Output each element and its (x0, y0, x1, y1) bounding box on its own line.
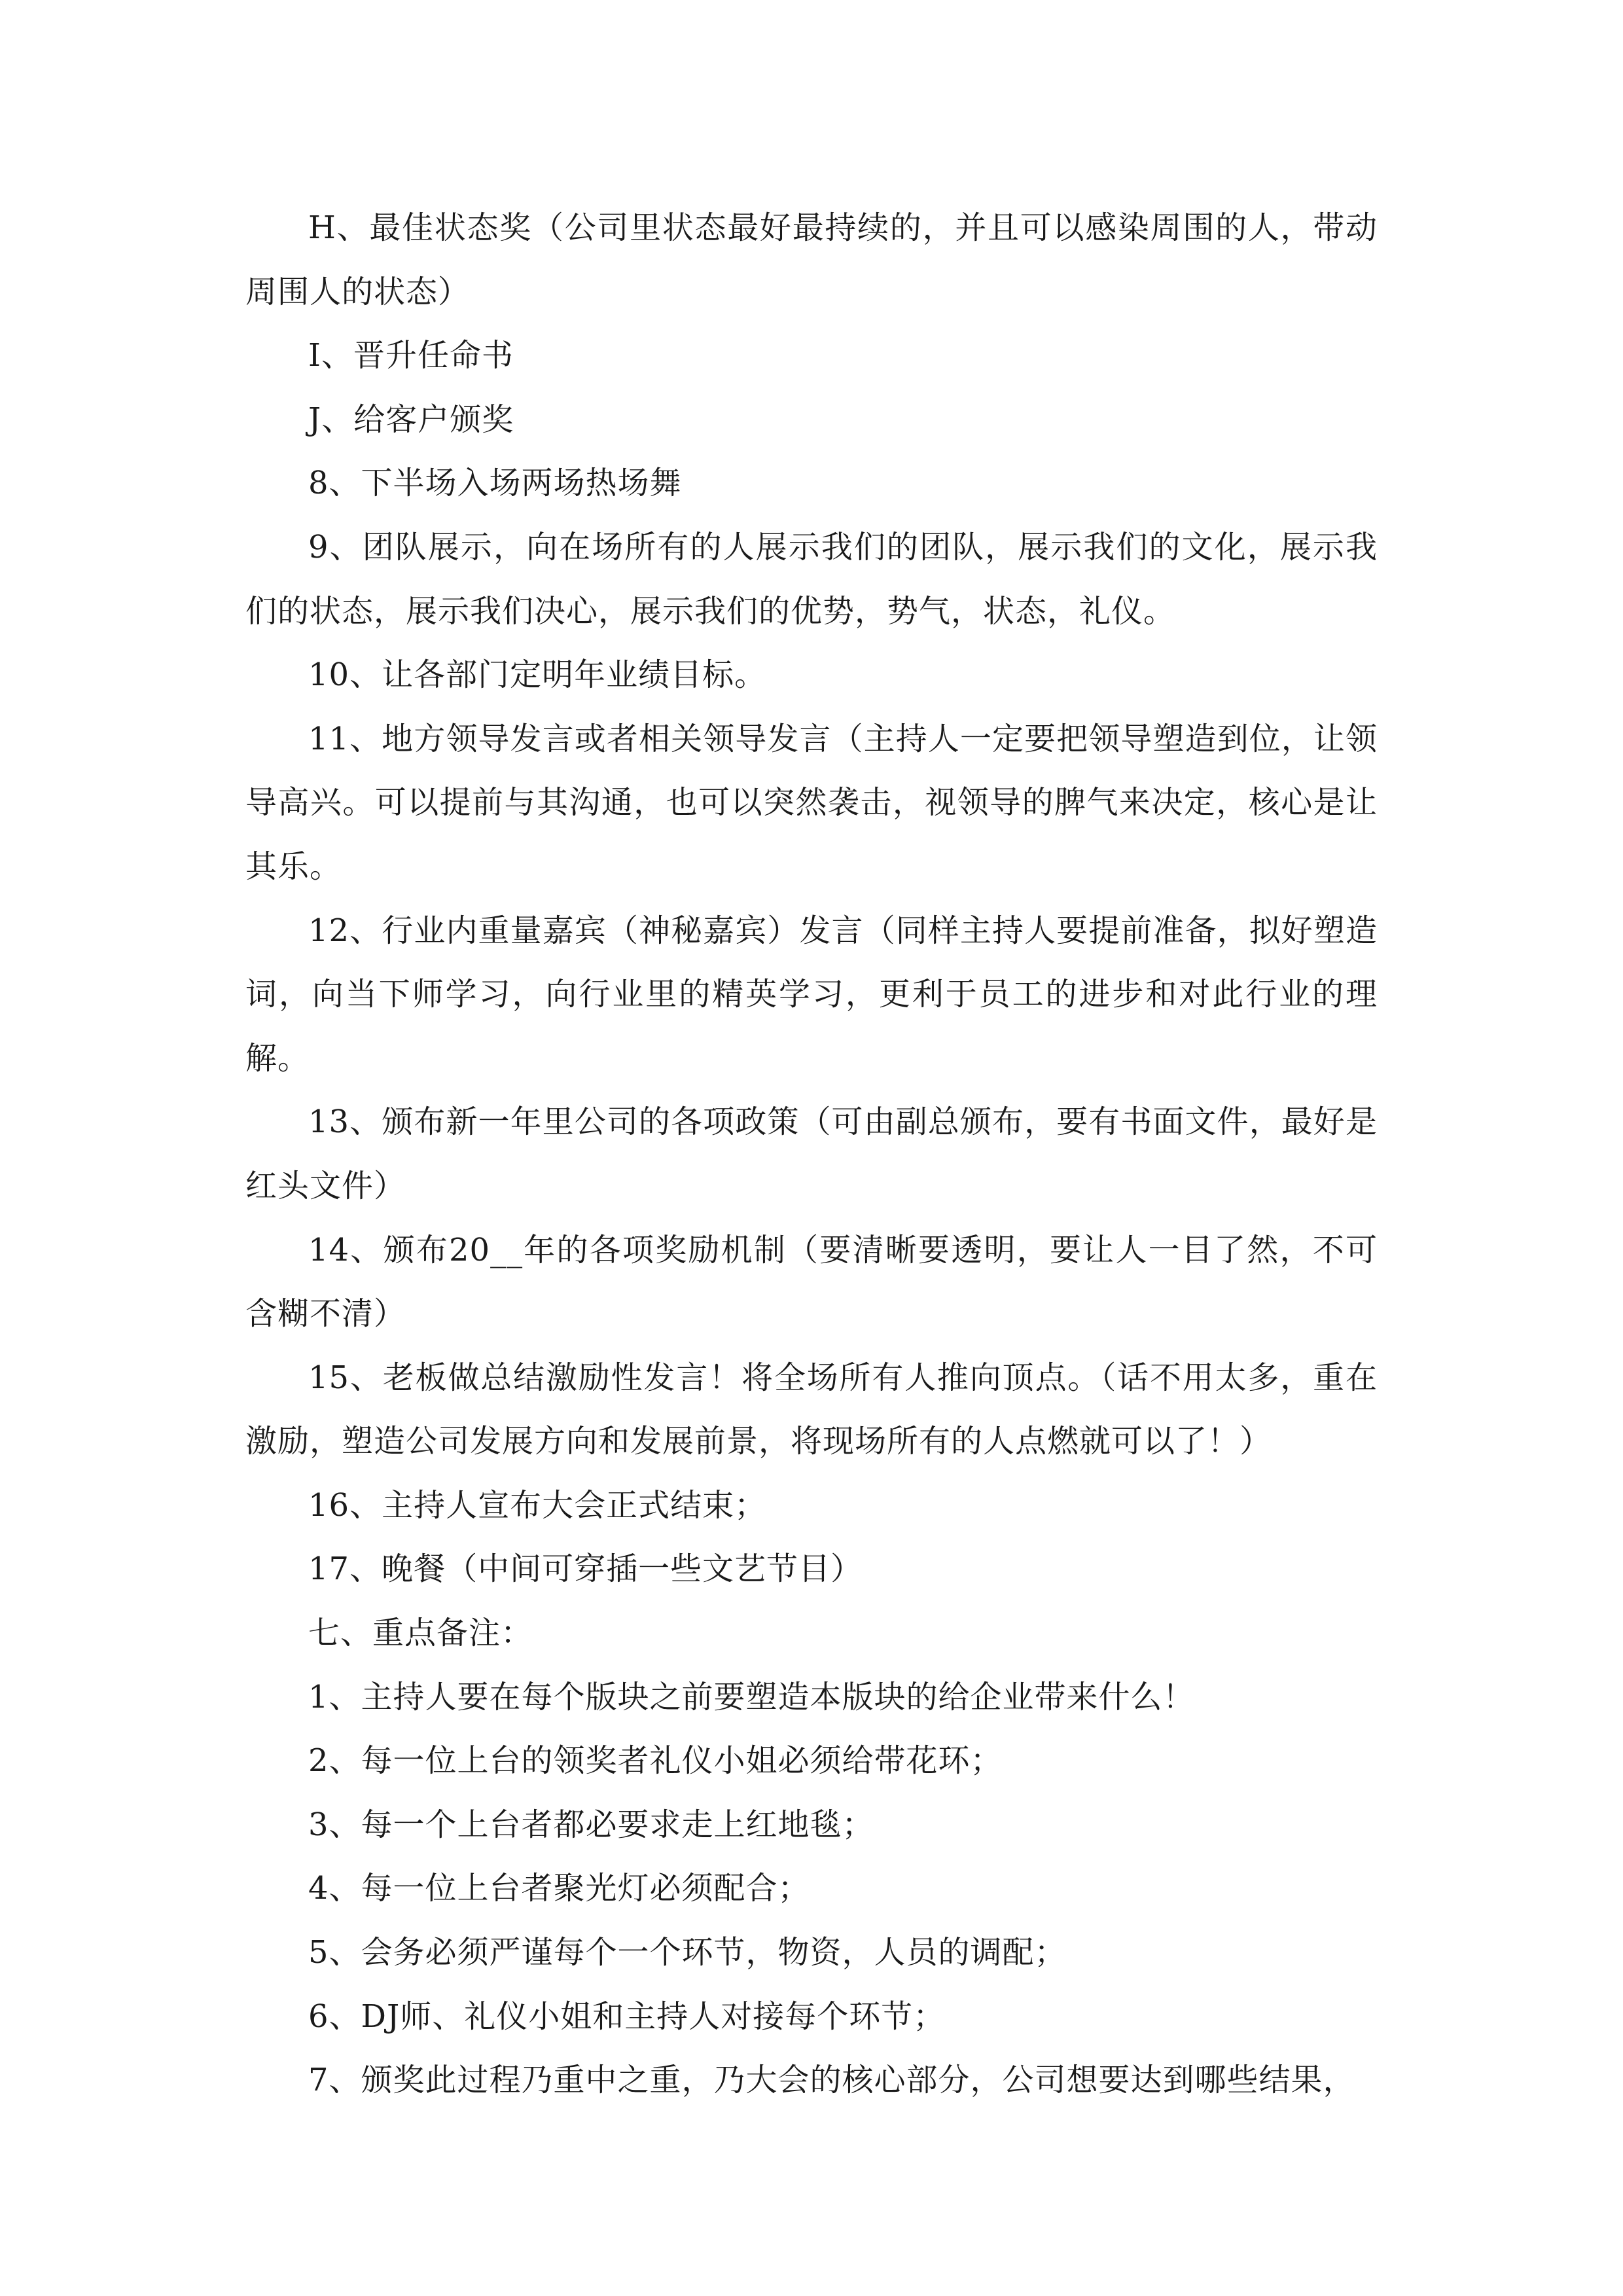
paragraph-promotion-letter: I、晋升任命书 (308, 337, 514, 374)
paragraph-item-14: 14、颁布20__年的各项奖励机制（要清晰要透明，要让人一目了然，不可含糊不清） (245, 1231, 1378, 1333)
note-item-1: 1、主持人要在每个版块之前要塑造本版块的给企业带来什么！ (308, 1678, 1195, 1715)
paragraph-item-12: 12、行业内重量嘉宾（神秘嘉宾）发言（同样主持人要提前准备，拟好塑造词，向当下师学习，向行业里的精英学习，更利于员工的进步和对此行业的理解。 (245, 912, 1378, 1077)
paragraph-item-10: 10、让各部门定明年业绩目标。 (308, 656, 767, 694)
paragraph-item-16: 16、主持人宣布大会正式结束； (308, 1486, 767, 1524)
paragraph-item-17: 17、晚餐（中间可穿插一些文艺节目） (308, 1551, 863, 1588)
document-body (245, 196, 1378, 2113)
paragraph-item-9: 9、团队展示，向在场所有的人展示我们的团队，展示我们的文化，展示我们的状态，展示我们决心，展示我们的优势，势气，状态，礼仪。 (245, 528, 1378, 630)
section-heading-key-notes: 七、重点备注： (308, 1615, 533, 1652)
note-item-7: 7、颁奖此过程乃重中之重，乃大会的核心部分，公司想要达到哪些结果， (308, 2062, 1355, 2099)
note-item-2: 2、每一位上台的领奖者礼仪小姐必须给带花环； (308, 1742, 1003, 1780)
paragraph-item-8: 8、下半场入场两场热场舞 (308, 465, 682, 502)
paragraph-client-award: J、给客户颁奖 (308, 401, 514, 438)
paragraph-item-11: 11、地方领导发言或者相关领导发言（主持人一定要把领导塑造到位，让领导高兴。可以提前与其沟通，也可以突然袭击，视领导的脾气来决定，核心是让其乐。 (245, 720, 1378, 885)
note-item-5: 5、会务必须严谨每个一个环节，物资，人员的调配； (308, 1934, 1067, 1971)
paragraph-item-13: 13、颁布新一年里公司的各项政策（可由副总颁布，要有书面文件，最好是红头文件） (245, 1103, 1378, 1204)
note-item-3: 3、每一个上台者都必要求走上红地毯； (308, 1806, 874, 1843)
paragraph-award-best-state: H、最佳状态奖（公司里状态最好最持续的，并且可以感染周围的人，带动周围人的状态） (245, 209, 1378, 310)
paragraph-item-15: 15、老板做总结激励性发言！将全场所有人推向顶点。（话不用太多，重在激励，塑造公司发展方向和发展前景，将现场所有的人点燃就可以了！） (245, 1359, 1378, 1460)
note-item-6: 6、DJ师、礼仪小姐和主持人对接每个环节； (308, 1998, 946, 2035)
note-item-4: 4、每一位上台者聚光灯必须配合； (308, 1870, 810, 1907)
